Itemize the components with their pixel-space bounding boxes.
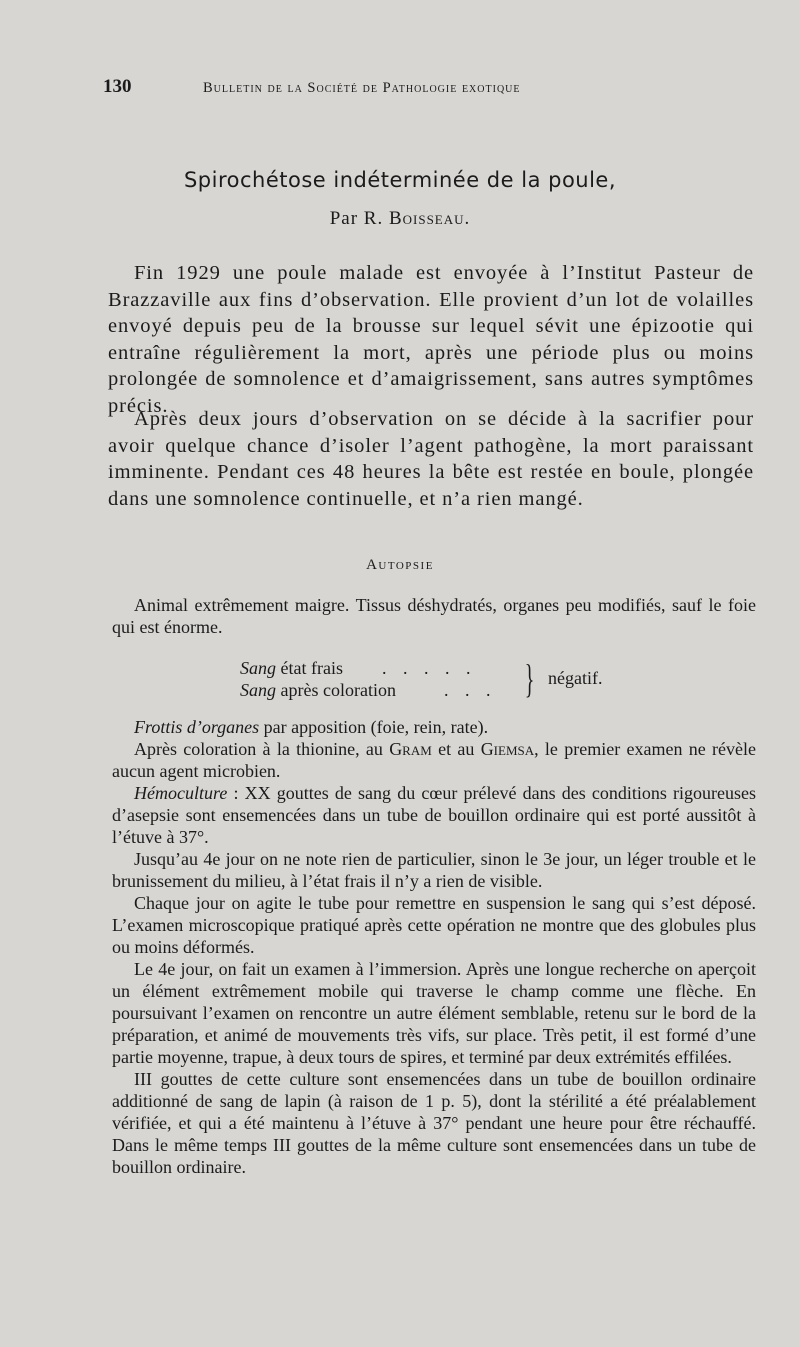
section-heading-autopsie: Autopsie (366, 557, 434, 573)
paragraph-coloration: Après coloration à la thionine, au Gram et au Giemsa, le premier examen ne révèle aucun agent microbien. (112, 739, 756, 781)
paragraph-hemoculture: Hémoculture : XX gouttes de sang du cœur prélevé dans des conditions rigoureuses d’asepsie sont ensemencées dans un tube de bouillon ordinaire qui est porté aussitôt à l’étuve à 37°. (112, 783, 756, 847)
article-body (112, 716, 756, 1178)
author-name: Boisseau. (388, 208, 471, 229)
paragraph-text: III gouttes de cette culture sont ensemencées dans un tube de bouillon ordinaire additionné de sang de lapin (à raison de 1 p. 5), dont la stérilité a été préalablement vérifiée, et qui a été maintenu à l’étuve à 37° pendant une heure pour être réchauffé. Dans le même temps III gouttes de la même culture sont ensemencées dans un tube de bouillon ordinaire. (112, 1069, 756, 1177)
article-author (0, 208, 800, 230)
paragraph-text: Animal extrêmement maigre. Tissus déshydratés, organes peu modifiés, sauf le foie qui est énorme. (112, 595, 756, 637)
leader-dots: . . . . . (382, 658, 477, 678)
paragraph-text: Après deux jours d’observation on se décide à la sacrifier pour avoir quelque chance d’isoler l’agent pathogène, la mort paraissant imminente. Pendant ces 48 heures la bête est restée en boule, plongée dans une somnolence continuelle, et n’a rien mangé. (108, 408, 754, 510)
paragraph-observation (108, 406, 754, 512)
page-number: 130 (103, 76, 132, 97)
leader-dots: . . . (444, 680, 497, 700)
author-prefix: Par R. (329, 208, 384, 229)
paragraph-text: Le 4e jour, on fait un examen à l’immersion. Après une longue recherche on aperçoit un élément extrêmement mobile qui traverse le champ comme une flèche. En poursuivant l’examen on rencontre un autre élément semblable, retenu sur le bord de la préparation, et animé de mouvements très vifs, sur place. Très petit, il est formé d’une partie moyenne, trapue, à deux tours de spires, et terminé par deux extrémités effilées. (112, 959, 756, 1067)
brace-icon: } (524, 656, 535, 701)
running-title: Bulletin de la Société de Pathologie exotique (203, 80, 521, 96)
result-value: négatif. (548, 668, 603, 688)
article-title: Spirochétose indéterminée de la poule, (183, 168, 617, 192)
paragraph-intro (108, 260, 754, 419)
result-row-fresh: Sang état frais (240, 658, 343, 678)
paragraph-text: Chaque jour on agite le tube pour remettre en suspension le sang qui s’est déposé. L’examen microscopique pratiqué après cette opération ne montre que des globules plus ou moins déformés. (112, 893, 756, 957)
result-row-stained: Sang après coloration (240, 680, 396, 700)
paragraph-text: Jusqu’au 4e jour on ne note rien de particulier, sinon le 3e jour, un léger trouble et le brunissement du milieu, à l’état frais il n’y a rien de visible. (112, 849, 756, 891)
page-header (103, 76, 663, 102)
paragraph-text: Fin 1929 une poule malade est envoyée à l’Institut Pasteur de Brazzaville aux fins d’observation. Elle provient d’un lot de volailles envoyé depuis peu de la brousse sur lequel sévit une épizootie qui entraîne régulièrement la mort, après une période plus ou moins prolongée de somnolence et d’amaigrissement, sans autres symptômes précis. (108, 262, 754, 417)
paragraph-autopsy (112, 594, 756, 638)
paragraph-frottis: Frottis d’organes par apposition (foie, rein, rate). (134, 717, 489, 737)
blood-results (240, 658, 660, 704)
